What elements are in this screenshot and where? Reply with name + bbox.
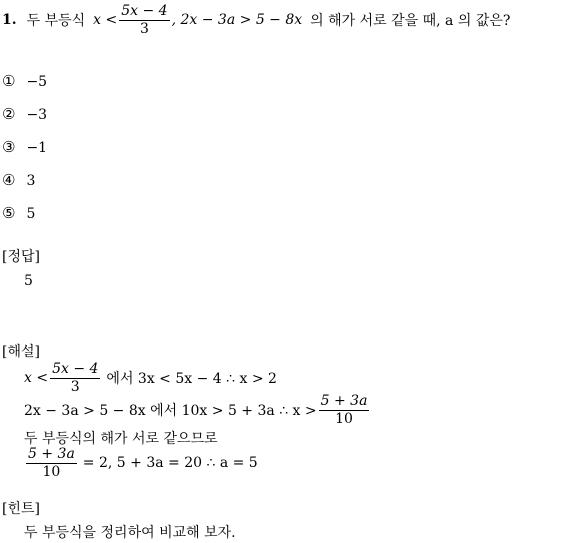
choice-value: 5 [26,206,36,222]
fraction-denominator: 3 [139,20,149,37]
choice-marker: ③ [2,138,16,156]
question-tail: 의 해가 서로 같을 때, a 의 값은? [310,13,511,29]
answer-value: 5 [24,273,33,289]
inequality-1-lhs: x < [93,12,118,28]
choice-value: −3 [26,107,48,123]
choice-value: 3 [26,173,36,189]
question-stem [2,2,510,38]
choice-5[interactable] [2,204,35,222]
inequality-1-fraction [119,3,169,38]
solution-line-1-lhs: x < [24,370,49,386]
fraction-denominator: 10 [42,463,61,480]
choice-2[interactable] [2,105,47,123]
choice-4[interactable] [2,171,35,189]
fraction-denominator: 10 [335,410,353,427]
fraction-numerator: 5 + 3a [28,445,75,462]
choice-value: −1 [26,140,48,156]
solution-line-2-text: 2x − 3a > 5 − 8x 에서 10x > 5 + 3a ∴ x > [24,403,317,419]
choice-3[interactable] [2,138,47,156]
fraction-numerator: 5 + 3a [320,392,368,409]
solution-line-2-fraction [319,393,370,428]
solution-line-4-fraction [26,446,77,481]
answer-heading: [정답] [2,249,40,265]
choice-marker: ② [2,105,16,123]
choice-marker: ① [2,72,16,90]
hint-heading: [힌트] [2,501,40,517]
question-lead: 두 부등식 [26,13,86,29]
solution-line-4-tail: = 2, 5 + 3a = 20 ∴ a = 5 [82,455,258,471]
choice-marker: ④ [2,171,16,189]
solution-line-2 [24,390,371,430]
hint-text: 두 부등식을 정리하여 비교해 보자. [24,525,236,541]
inequality-2: , 2x − 3a > 5 − 8x [171,12,303,28]
choice-marker: ⑤ [2,204,16,222]
choice-value: −5 [26,74,48,90]
question-number: 1. [2,12,17,28]
solution-line-4 [24,443,258,483]
fraction-numerator: 5x − 4 [121,2,168,19]
fraction-numerator: 5x − 4 [52,360,99,377]
fraction-denominator: 3 [70,378,80,395]
choice-1[interactable] [2,72,47,90]
solution-heading: [해설] [2,344,40,360]
solution-line-3: 두 부등식의 해가 서로 같으므로 [24,431,218,447]
solution-line-1-tail: 에서 3x < 5x − 4 ∴ x > 2 [106,371,277,387]
